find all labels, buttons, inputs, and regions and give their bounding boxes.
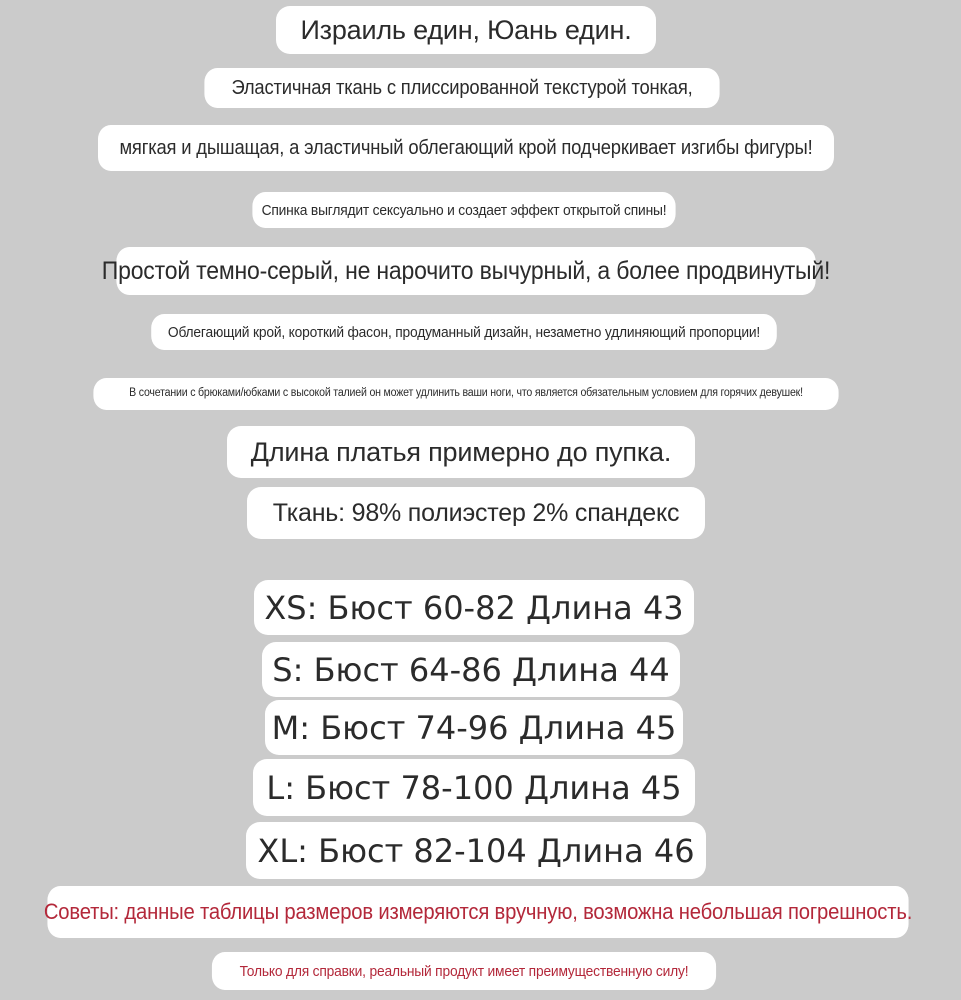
fabric-line: Ткань: 98% полиэстер 2% спандекс: [247, 487, 705, 539]
reference-note: Только для справки, реальный продукт имеет преимущественную силу!: [212, 952, 716, 990]
title-line: Израиль един, Юань един.: [276, 6, 656, 54]
description-line-2: мягкая и дышащая, а эластичный облегающий крой подчеркивает изгибы фигуры!: [98, 125, 834, 171]
size-row-s: S: Бюст 64-86 Длина 44: [262, 642, 680, 697]
size-row-xs: XS: Бюст 60-82 Длина 43: [254, 580, 694, 635]
size-row-xl: XL: Бюст 82-104 Длина 46: [246, 822, 706, 879]
description-line-1: Эластичная ткань с плиссированной текстурой тонкая,: [204, 68, 719, 108]
fit-line: Облегающий крой, короткий фасон, продуманный дизайн, незаметно удлиняющий пропорции!: [151, 314, 777, 350]
color-line: Простой темно-серый, не нарочито вычурный, а более продвинутый!: [116, 247, 815, 295]
pairing-line: В сочетании с брюками/юбками с высокой талией он может удлинить ваши ноги, что является обязательным условием для горячих девушек!: [93, 378, 838, 410]
measurement-tip: Советы: данные таблицы размеров измеряются вручную, возможна небольшая погрешность.: [47, 886, 908, 938]
size-row-l: L: Бюст 78-100 Длина 45: [253, 759, 695, 816]
size-row-m: M: Бюст 74-96 Длина 45: [265, 700, 683, 755]
dress-length-line: Длина платья примерно до пупка.: [227, 426, 695, 478]
back-design-line: Спинка выглядит сексуально и создает эффект открытой спины!: [252, 192, 675, 228]
